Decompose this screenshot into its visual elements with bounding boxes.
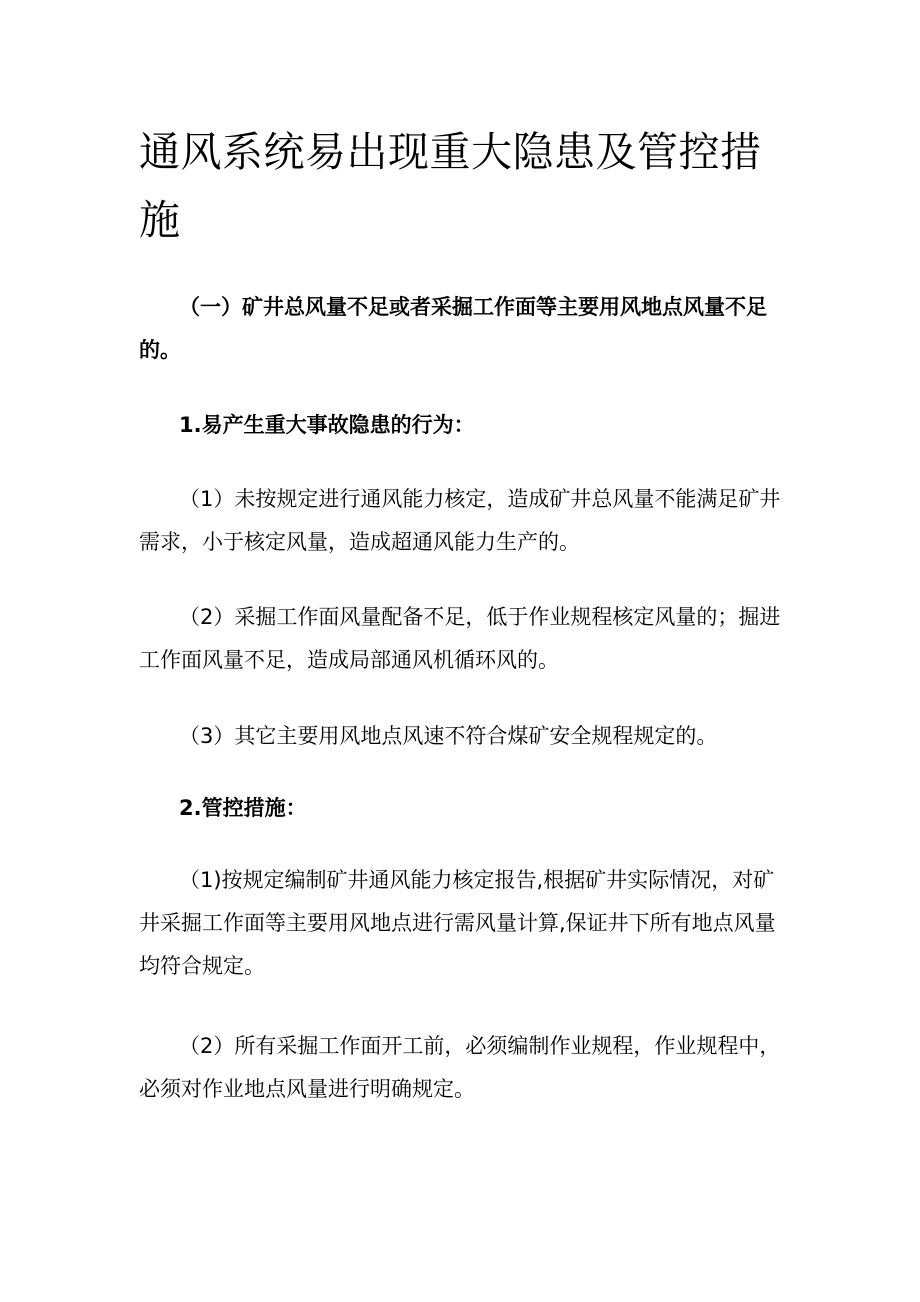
subheading-hazard-behaviors: 1.易产生重大事故隐患的行为： — [179, 413, 475, 437]
paragraph-hazard-1: （1）未按规定进行通风能力核定，造成矿井总风量不能满足矿井需求，小于核定风量，造成超通风能力生产的。 — [139, 487, 781, 554]
paragraph-hazard-2: （2）采掘工作面风量配备不足，低于作业规程核定风量的；掘进工作面风量不足，造成局部通风机循环风的。 — [139, 605, 781, 672]
paragraph-measure-1: （1)按规定编制矿井通风能力核定报告,根据矿井实际情况，对矿井采掘工作面等主要用风地点进行需风量计算,保证井下所有地点风量均符合规定。 — [139, 868, 776, 978]
subheading-control-measures: 2.管控措施： — [179, 796, 307, 820]
paragraph-measure-2: （2）所有采掘工作面开工前，必须编制作业规程，作业规程中，必须对作业地点风量进行明确规定。 — [139, 1034, 781, 1101]
section-heading-1: （一）矿井总风量不足或者采掘工作面等主要用风地点风量不足的。 — [139, 295, 767, 362]
paragraph-hazard-3: （3）其它主要用风地点风速不符合煤矿安全规程规定的。 — [179, 724, 718, 748]
document-title: 通风系统易出现重大隐患及管控措施 — [139, 128, 762, 244]
